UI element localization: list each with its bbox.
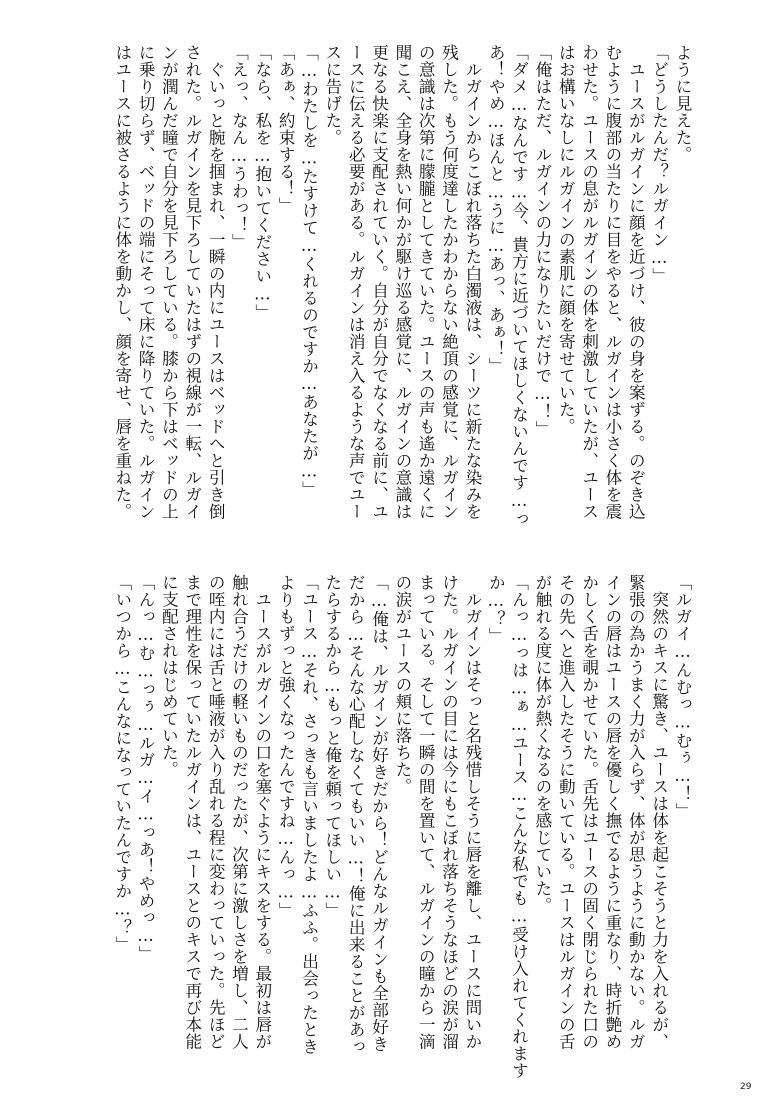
text-column: 「えっ、なん…うわっ！」 bbox=[229, 44, 249, 251]
text-column: 「なら、私を…抱いてください…」 bbox=[252, 44, 272, 321]
text-column: 触れ合うだけの軽いものだったが、次第に激しさを増し、二人 bbox=[229, 574, 249, 1050]
text-column: 「あぁ、約束する！」 bbox=[276, 44, 296, 214]
text-column: ぐいっと腕を掴まれ、一瞬の内にユースはベッドへと引き倒 bbox=[206, 44, 226, 520]
text-column: の涙がユースの頬に落ちた。 bbox=[392, 574, 412, 795]
text-column: まで理性を保っていたルガインは、ユースとのキスで再び本能 bbox=[182, 574, 202, 1050]
text-column: か…？」 bbox=[486, 574, 506, 645]
text-column: だから…そんな心配しなくてもいい…！俺に出来ることがあっ bbox=[346, 574, 366, 1055]
text-column: 緊張の為かうまく力が入らず、体が思うように動かない。ルガ bbox=[626, 574, 646, 1050]
text-column: 「んっ…っは…ぁ…ユース…こんな私でも…受け入れてくれます bbox=[509, 574, 529, 1079]
text-column: 「…わたしを…たすけて…くれるのですか…あなたが…」 bbox=[299, 44, 319, 498]
text-column: 更なる快楽に支配されていく。自分が自分でなくなる前に、ユ bbox=[369, 44, 389, 520]
text-column: インの唇はユースの唇を優しく撫でるように重なり、時折艶め bbox=[602, 574, 622, 1050]
text-column: ルガインはそっと名残惜しそうに唇を離し、ユースに問いか bbox=[462, 574, 482, 1050]
text-column: むように腹部の当たりに目をやると、ルガインは小さく体を震 bbox=[602, 44, 622, 520]
text-column: ンが潤んだ瞳で自分を見下ろしている。膝から下はベッドの上 bbox=[159, 44, 179, 520]
text-column: ように見えた。 bbox=[673, 44, 692, 163]
text-column: 「俺はただ、ルガインの力になりたいだけで…！」 bbox=[532, 44, 552, 438]
text-column: ユースがルガインに顔を近づけ、彼の身を案ずる。のぞき込 bbox=[626, 44, 646, 520]
text-block-top bbox=[68, 44, 694, 528]
text-column: 残した。もう何度達したかわからない絶頂の感覚に、ルガイン bbox=[439, 44, 459, 520]
text-column: まっている。そして一瞬の間を置いて、ルガインの瞳から一滴 bbox=[416, 574, 436, 1050]
text-column: の咥内には舌と唾液が入り乱れる程に変わっていった。先ほど bbox=[206, 574, 226, 1050]
text-column: 「ユース…それ、さっきも言いましたよ…ふふ。出会ったとき bbox=[299, 574, 319, 1055]
text-column: に乗り切らず、ベッドの端にそって床に降りていた。ルガイン bbox=[136, 44, 156, 520]
text-column: 「ダメ…なんです…今、貴方に近づいてほしくないんです…っ bbox=[509, 44, 529, 528]
text-column: あ！やめ…ほんと…うに…あっ、あぁ！」 bbox=[486, 44, 506, 375]
text-column: 「いつから…こんなになっていたんですか…？」 bbox=[112, 574, 132, 953]
text-column: 「どうしたんだ？ルガイン…」 bbox=[649, 44, 669, 285]
text-column: はユースに被さるように体を動かし、顔を寄せ、唇を重ねた。 bbox=[112, 44, 132, 520]
text-column: たらするから…もっと俺を頼ってほしい…」 bbox=[322, 574, 342, 919]
text-column: はお構いなしにルガインの素肌に顔を寄せていた。 bbox=[556, 44, 576, 435]
text-column: 「ルガイ…んむっ…むぅ…！」 bbox=[673, 574, 692, 820]
text-column: かしく舌を覗かせていた。舌先はユースの固く閉じられた口の bbox=[579, 574, 599, 1050]
page-number: 29 bbox=[740, 1082, 752, 1092]
text-column: よりもずっと強くなったんですね…んっ…」 bbox=[276, 574, 296, 919]
text-column: が触れる度に体が熱くなるのを感じていた。 bbox=[532, 574, 552, 914]
text-column: に支配されはじめていた。 bbox=[159, 574, 179, 778]
text-column: わせた。ユースの息がルガインの体を刺激していたが、ユース bbox=[579, 44, 599, 520]
text-column: 「…俺は、ルガインが好きだから！どんなルガインも全部好き bbox=[369, 574, 389, 1053]
text-column: された。ルガインを見下ろしていたはずの視線が一転、ルガイ bbox=[182, 44, 202, 520]
text-block-bottom bbox=[68, 574, 694, 1079]
text-column: ースに伝える必要がある。ルガインは消え入るような声でユー bbox=[346, 44, 366, 520]
text-column: 突然のキスに驚き、ユースは体を起こそうと力を入れるが、 bbox=[649, 574, 669, 1050]
text-column: 「んっ…む…っぅ…ルガ…イ…っあ！やめっ…」 bbox=[136, 574, 156, 963]
text-column: ユースがルガインの口を塞ぐようにキスをする。最初は唇が bbox=[252, 574, 272, 1050]
text-column: スに告げた。 bbox=[322, 44, 342, 146]
text-column: の意識は次第に朦朧としてきていた。ユースの声も遙か遠くに bbox=[416, 44, 436, 520]
text-column: その先へと進入したそうに動いている。ユースはルガインの舌 bbox=[556, 574, 576, 1050]
text-column: ルガインからこぼれ落ちた白濁液は、シーツに新たな染みを bbox=[462, 44, 482, 520]
text-column: けた。ルガインの目には今にもこぼれ落ちそうなほどの涙が溜 bbox=[439, 574, 459, 1050]
text-column: 聞こえ、全身を熱い何かが駆け巡る感覚に、ルガインの意識は bbox=[392, 44, 412, 520]
